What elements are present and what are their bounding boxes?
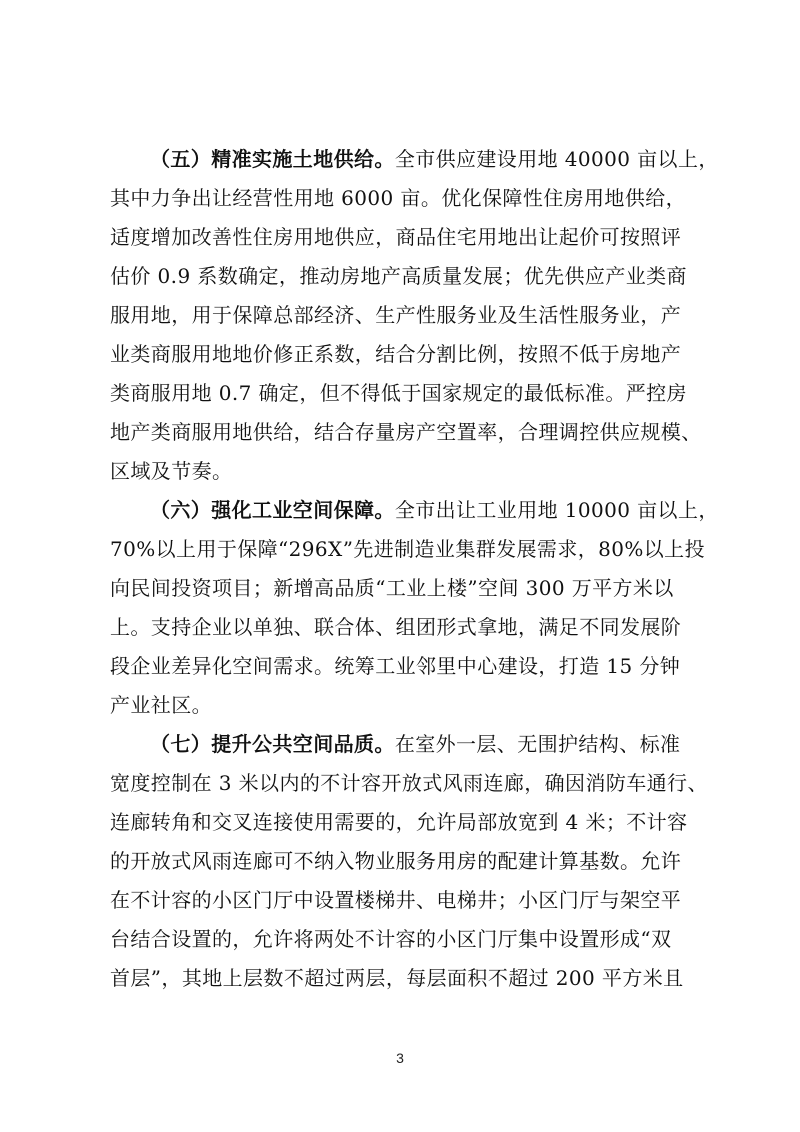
paragraph-line: 连廊转角和交叉连接使用需要的，允许局部放宽到 4 米；不计容 [110, 810, 688, 834]
document-body [110, 140, 719, 998]
paragraph-7 [110, 725, 710, 998]
paragraph-line [110, 725, 710, 764]
page-number: 3 [396, 1050, 404, 1066]
paragraph-line: 70%以上用于保障“296X”先进制造业集群发展需求，80%以上投 [110, 537, 705, 561]
paragraph-line: 首层”，其地上层数不超过两层，每层面积不超过 200 平方米且 [110, 966, 684, 990]
paragraph-line: 向民间投资项目；新增高品质“工业上楼”空间 300 万平方米以 [110, 576, 674, 600]
paragraph-text: 全市供应建设用地 40000 亩以上， [394, 147, 719, 171]
paragraph-5 [110, 140, 719, 491]
paragraph-line: 台结合设置的，允许将两处不计容的小区门厅集中设置形成“双 [110, 927, 672, 951]
section-heading: （六）强化工业空间保障。 [150, 498, 395, 522]
paragraph-6 [110, 491, 719, 725]
paragraph-line: 的开放式风雨连廊可不纳入物业服务用房的配建计算基数。允许 [110, 849, 682, 873]
paragraph-line [110, 491, 719, 530]
paragraph-line: 业类商服用地地价修正系数，结合分割比例，按照不低于房地产 [110, 342, 682, 366]
section-heading: （五）精准实施土地供给。 [150, 147, 395, 171]
paragraph-text: 在室外一层、无围护结构、标准 [394, 732, 681, 756]
paragraph-line: 宽度控制在 3 米以内的不计容开放式风雨连廊，确因消防车通行、 [110, 771, 708, 795]
paragraph-line: 在不计容的小区门厅中设置楼梯井、电梯井；小区门厅与架空平 [110, 888, 682, 912]
paragraph-line: 类商服用地 0.7 确定，但不得低于国家规定的最低标准。严控房 [110, 381, 687, 405]
paragraph-line: 段企业差异化空间需求。统筹工业邻里中心建设，打造 15 分钟 [110, 654, 681, 678]
paragraph-line: 其中力争出让经营性用地 6000 亩。优化保障性住房用地供给， [110, 186, 687, 210]
paragraph-line [110, 140, 719, 179]
paragraph-line: 适度增加改善性住房用地供应，商品住宅用地出让起价可按照评 [110, 225, 682, 249]
paragraph-line: 上。支持企业以单独、联合体、组团形式拿地，满足不同发展阶 [110, 615, 682, 639]
section-heading: （七）提升公共空间品质。 [150, 732, 395, 756]
paragraph-text: 全市出让工业用地 10000 亩以上， [394, 498, 719, 522]
paragraph-line: 估价 0.9 系数确定，推动房地产高质量发展；优先供应产业类商 [110, 264, 687, 288]
paragraph-line: 地产类商服用地供给，结合存量房产空置率，合理调控供应规模、 [110, 420, 702, 444]
paragraph-line: 产业社区。 [110, 693, 212, 717]
paragraph-line: 服用地，用于保障总部经济、生产性服务业及生活性服务业，产 [110, 303, 682, 327]
paragraph-line: 区域及节奏。 [110, 459, 233, 483]
